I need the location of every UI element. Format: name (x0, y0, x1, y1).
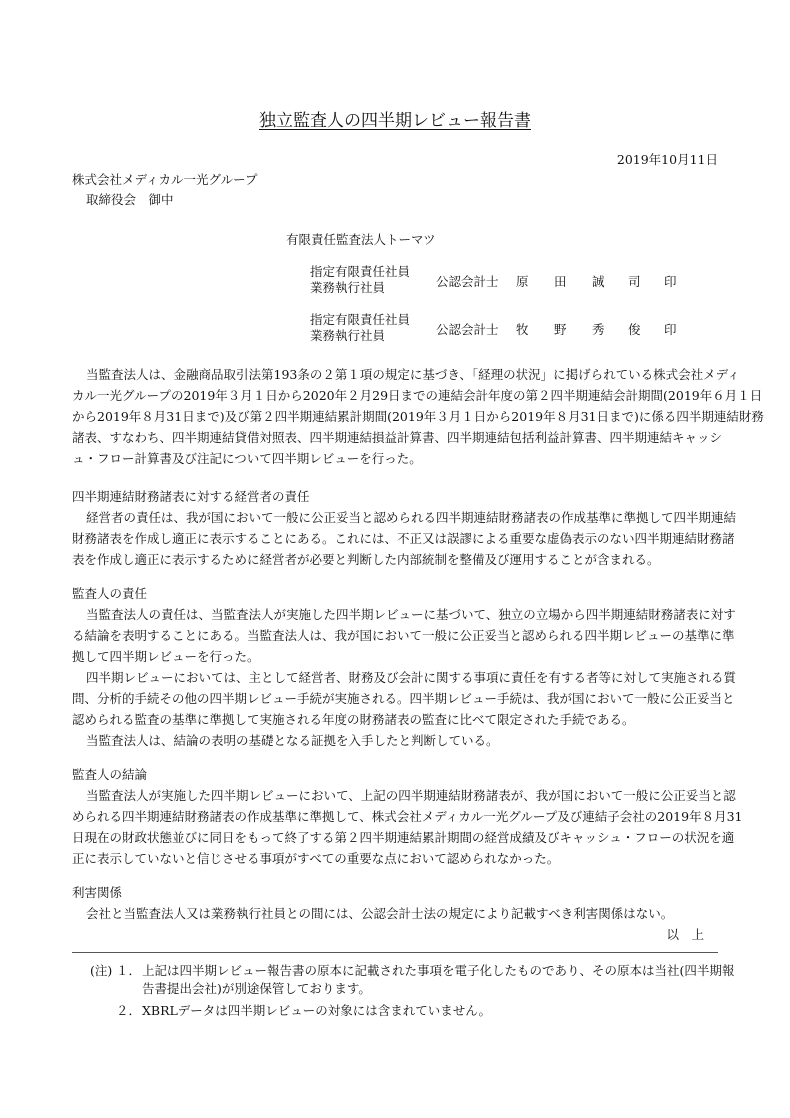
note-line: 告書提出会社)が別途保管しております。 (142, 981, 371, 996)
paragraph-line: 当監査法人は、結論の表明の基礎となる証拠を入手したと判断している。 (86, 733, 499, 748)
paragraph-line: カル一光グループの2019年３月１日から2020年２月29日までの連結会計年度の第２四半期連結会計期間(2019年６月１日 (72, 388, 763, 403)
addressee-board: 取締役会 御中 (86, 192, 174, 207)
signer-2 (310, 312, 710, 346)
paragraph-line: 問、分析的手続その他の四半期レビュー手続が実施される。四半期レビュー手続は、我が国において一般に公正妥当と (72, 691, 735, 706)
paragraph-line: 当監査法人の責任は、当監査法人が実施した四半期レビューに基づいて、独立の立場から四半期連結財務諸表に対す (86, 607, 736, 622)
paragraph-line: 経営者の責任は、我が国において一般に公正妥当と認められる四半期連結財務諸表の作成基準に準拠して四半期連結 (86, 510, 737, 525)
note-line: 上記は四半期レビュー報告書の原本に記載された事項を電子化したものであり、その原本は当社(四半期報 (142, 963, 735, 978)
end-mark: 以 上 (666, 927, 704, 942)
paragraph-line: 当監査法人は、金融商品取引法第193条の２第１項の規定に基づき、「経理の状況」に掲げられている株式会社メディ (86, 367, 740, 382)
paragraph-line: 拠して四半期レビューを行った。 (72, 649, 260, 664)
paragraph-line: 表を作成し適正に表示するために経営者が必要と判断した内部統制を整備及び運用することが含まれる。 (72, 552, 660, 567)
notes-label: (注) (90, 963, 113, 978)
paragraph-line: から2019年８月31日まで)及び第２四半期連結累計期間(2019年３月１日から2019年８月31日まで)に係る四半期連結財務 (72, 409, 764, 424)
addressee-company: 株式会社メディカル一光グループ (72, 172, 258, 187)
paragraph-line: められる四半期連結財務諸表の作成基準に準拠して、株式会社メディカル一光グループ及び連結子会社の2019年８月31 (72, 809, 743, 824)
paragraph-line: る結論を表明することにある。当監査法人は、我が国において一般に公正妥当と認められる四半期レビューの基準に準 (72, 628, 735, 643)
seal-mark: 印 (664, 322, 677, 337)
signer-name-char: 田 (554, 274, 567, 289)
page-title (0, 106, 790, 131)
paragraph-line: ュ・フロー計算書及び注記について四半期レビューを行った。 (72, 451, 422, 466)
paragraph-line: 認められる監査の基準に準拠して実施される年度の財務諸表の監査に比べて限定された手続である。 (72, 712, 635, 727)
paragraph-line: 当監査法人が実施した四半期レビューにおいて、上記の四半期連結財務諸表が、我が国において一般に公正妥当と認 (86, 788, 736, 803)
management-responsibility-section (72, 486, 737, 570)
auditor-responsibility-section (72, 583, 737, 751)
intro-paragraph (72, 364, 764, 469)
paragraph-line: 正に表示していないと信じさせる事項がすべての重要な点において認められなかった。 (72, 851, 560, 866)
note-line: XBRLデータは四半期レビューの対象には含まれていません。 (142, 1003, 492, 1018)
signer-name-char: 原 (516, 274, 529, 289)
signer-qualification: 公認会計士 (436, 274, 499, 289)
signer-role: 指定有限責任社員 業務執行社員 (310, 312, 411, 343)
signer-name-char: 司 (628, 274, 641, 289)
section-heading: 利害関係 (72, 885, 123, 900)
paragraph-line: 財務諸表を作成し適正に表示することにある。これには、不正又は誤謬による重要な虚偽表示のない四半期連結財務諸 (72, 531, 735, 546)
paragraph-line: 四半期レビューにおいては、主として経営者、財務及び会計に関する事項に責任を有する者等に対して実施される質 (86, 670, 737, 685)
conclusion-section (72, 764, 743, 869)
signer-name-char: 秀 (592, 322, 605, 337)
paragraph-line: 会社と当監査法人又は業務執行社員との間には、公認会計士法の規定により記載すべき利害関係はない。 (86, 906, 674, 921)
report-body (72, 364, 764, 945)
auditor-firm: 有限責任監査法人トーマツ (286, 232, 436, 247)
paragraph-line: 日現在の財政状態並びに同日をもって終了する第２四半期連結累計期間の経営成績及びキャッシュ・フローの状況を適 (72, 830, 735, 845)
signer-qualification: 公認会計士 (436, 322, 499, 337)
section-heading: 四半期連結財務諸表に対する経営者の責任 (72, 489, 310, 504)
section-heading: 監査人の責任 (72, 586, 148, 601)
divider (72, 952, 718, 953)
signer-name-char: 牧 (516, 322, 529, 337)
signer-name-char: 誠 (592, 274, 605, 289)
paragraph-line: 諸表、すなわち、四半期連結貸借対照表、四半期連結損益計算書、四半期連結包括利益計算書、四半期連結キャッシ (72, 430, 723, 445)
note-number: ２． (116, 1003, 142, 1018)
note-number: １． (116, 963, 142, 978)
signer-1 (310, 264, 710, 298)
signer-name-char: 俊 (628, 322, 641, 337)
seal-mark: 印 (664, 274, 677, 289)
section-heading: 監査人の結論 (72, 767, 148, 782)
interest-section (72, 882, 718, 924)
signer-role: 指定有限責任社員 業務執行社員 (310, 264, 411, 295)
report-date: 2019年10月11日 (616, 152, 718, 167)
signer-name-char: 野 (554, 322, 567, 337)
title-text: 独立監査人の四半期レビュー報告書 (259, 111, 531, 131)
